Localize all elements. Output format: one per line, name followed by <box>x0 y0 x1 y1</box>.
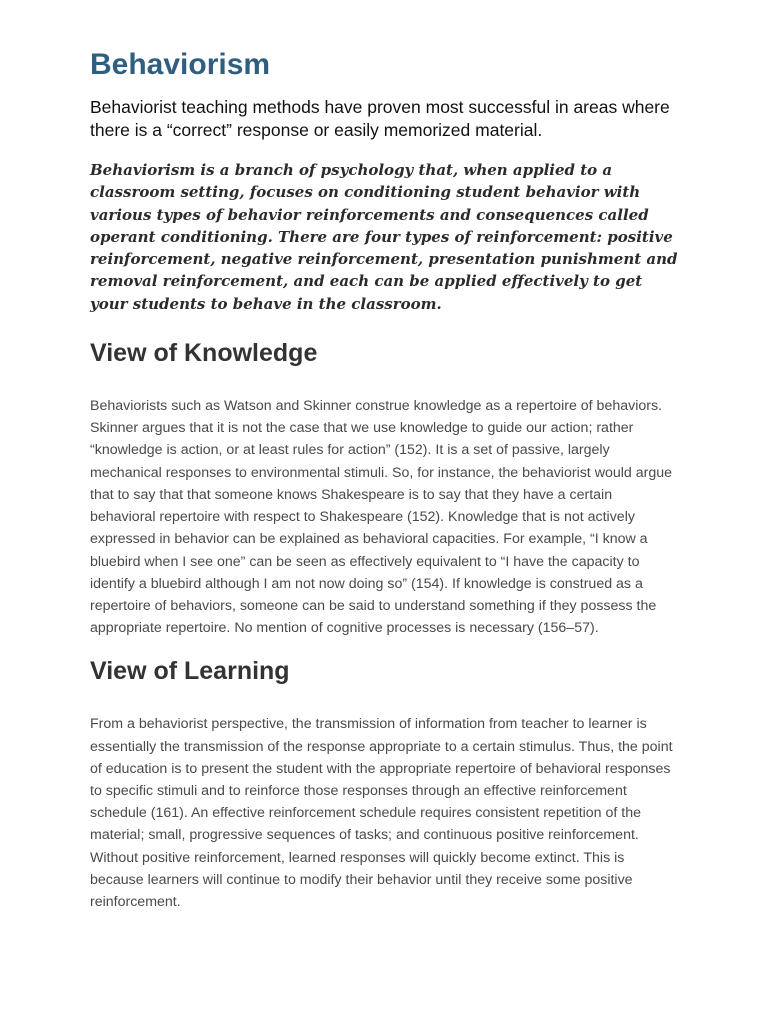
section-body-knowledge: Behaviorists such as Watson and Skinner construe knowledge as a repertoire of behaviors. Skinner argues that it is not the case that we use knowledge to guide our action; rather “knowledge is action, or at least rules for action” (152). It is a set of passive, largely mechanical responses to environmental stimuli. So, for instance, the behaviorist would argue that to say that that someone knows Shakespeare is to say that they have a certain behavioral repertoire with respect to Shakespeare (152). Knowledge that is not actively expressed in behavior can be explained as behavioral capacities. For example, “I know a bluebird when I see one” can be seen as effectively equivalent to “I have the capacity to identify a bluebird although I am not now doing so” (154). If knowledge is construed as a repertoire of behaviors, someone can be said to understand something if they possess the appropriate repertoire. No mention of cognitive processes is necessary (156–57). <box>90 398 672 637</box>
definition-quote: Behaviorism is a branch of psychology that, when applied to a classroom setting, focuses on conditioning student behavior with various types of behavior reinforcements and consequences called operant conditioning. There are four types of reinforcement: positive reinforcement, negative reinforcement, presentation punishment and removal reinforcement, and each can be applied effectively to get your students to behave in the classroom. <box>90 161 678 313</box>
section-view-of-learning <box>90 655 680 913</box>
section-heading-learning: View of Learning <box>90 657 290 686</box>
lead-paragraph: Behaviorist teaching methods have proven most successful in areas where there is a “correct” response or easily memorized material. <box>90 97 670 140</box>
page-title: Behaviorism <box>90 48 271 81</box>
section-view-of-knowledge <box>90 337 680 639</box>
section-body-learning: From a behaviorist perspective, the transmission of information from teacher to learner is essentially the transmission of the response appropriate to a certain stimulus. Thus, the point of education is to present the student with the appropriate repertoire of behavioral responses to specific stimuli and to reinforce those responses through an effective reinforcement schedule (161). An effective reinforcement schedule requires consistent repetition of the material; small, progressive sequences of tasks; and continuous positive reinforcement. Without positive reinforcement, learned responses will quickly become extinct. This is because learners will continue to modify their behavior until they receive some positive reinforcement. <box>90 716 673 910</box>
section-heading-knowledge: View of Knowledge <box>90 339 318 368</box>
